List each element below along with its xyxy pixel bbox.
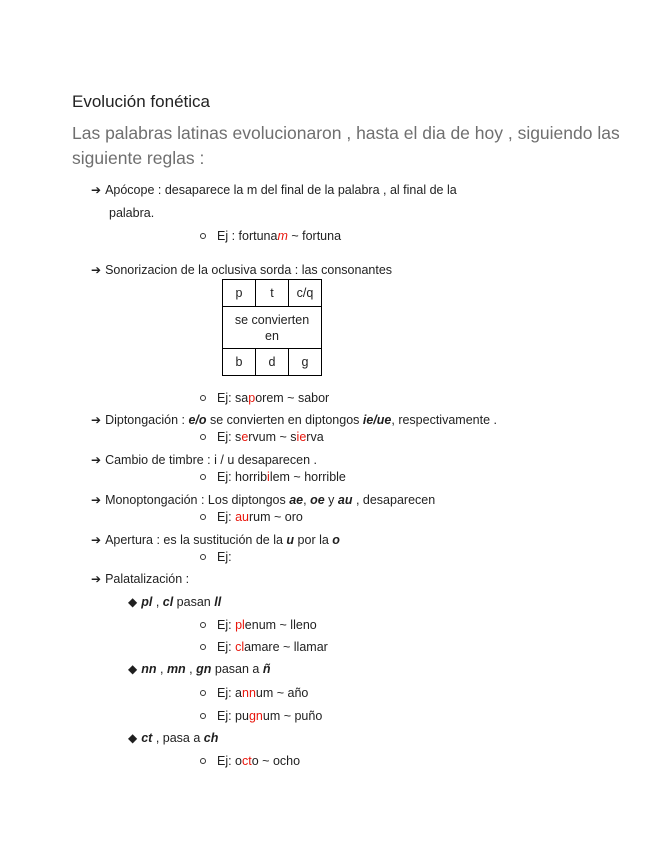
right-arrow-icon: ➔ — [91, 533, 102, 547]
rule-palatalizacion: ➔ Palatalización : — [91, 572, 190, 586]
example-annum: Ej: annum ~ año — [200, 686, 308, 700]
table-cell: b — [223, 349, 256, 376]
hollow-circle-bullet-icon — [200, 514, 206, 520]
diamond-bullet-icon: ◆ — [128, 731, 138, 745]
page-title: Evolución fonética — [72, 92, 210, 111]
table-cell: t — [256, 280, 289, 307]
hollow-circle-bullet-icon — [200, 644, 206, 650]
hollow-circle-bullet-icon — [200, 622, 206, 628]
table-cell: g — [289, 349, 322, 376]
hollow-circle-bullet-icon — [200, 713, 206, 719]
example-clamare: Ej: clamare ~ llamar — [200, 640, 328, 654]
example-cambio-timbre: Ej: horribilem ~ horrible — [200, 470, 346, 484]
hollow-circle-bullet-icon — [200, 690, 206, 696]
palatalizacion-group-nn-mn-gn: ◆ nn , mn , gn pasan a ñ — [128, 662, 271, 676]
example-octo: Ej: octo ~ ocho — [200, 754, 300, 768]
diamond-bullet-icon: ◆ — [128, 662, 138, 676]
right-arrow-icon: ➔ — [91, 263, 102, 277]
example-pugnum: Ej: pugnum ~ puño — [200, 709, 322, 723]
palatalizacion-group-pl-cl: ◆ pl , cl pasan ll — [128, 595, 222, 609]
table-cell: p — [223, 280, 256, 307]
right-arrow-icon: ➔ — [91, 493, 102, 507]
hollow-circle-bullet-icon — [200, 758, 206, 764]
rule-cambio-timbre: ➔ Cambio de timbre : i / u desaparecen . — [91, 453, 317, 467]
rule-apertura: ➔ Apertura : es la sustitución de la u por la o — [91, 533, 340, 547]
rule-sonorizacion: ➔ Sonorizacion de la oclusiva sorda : las consonantes — [91, 263, 393, 277]
example-diptongacion: Ej: servum ~ sierva — [200, 430, 324, 444]
right-arrow-icon: ➔ — [91, 572, 102, 586]
rule-apocope: ➔ Apócope : desaparece la m del final de la palabra , al final de la — [91, 183, 457, 197]
consonant-conversion-table — [222, 279, 322, 376]
rule-apocope-continued: palabra. — [109, 206, 155, 220]
hollow-circle-bullet-icon — [200, 554, 206, 560]
palatalizacion-group-ct: ◆ ct , pasa a ch — [128, 731, 219, 745]
rule-monoptongacion: ➔ Monoptongación : Los diptongos ae, oe y au , desaparecen — [91, 493, 436, 507]
example-sonorizacion: Ej: saporem ~ sabor — [200, 391, 329, 405]
hollow-circle-bullet-icon — [200, 233, 206, 239]
right-arrow-icon: ➔ — [91, 453, 102, 467]
right-arrow-icon: ➔ — [91, 183, 102, 197]
example-monoptongacion: Ej: aurum ~ oro — [200, 510, 303, 524]
table-cell-merged: se convierten en — [223, 307, 322, 349]
hollow-circle-bullet-icon — [200, 434, 206, 440]
right-arrow-icon: ➔ — [91, 413, 102, 427]
table-cell: d — [256, 349, 289, 376]
diamond-bullet-icon: ◆ — [128, 595, 138, 609]
example-apocope: Ej : fortunam ~ fortuna — [200, 229, 341, 243]
rule-diptongacion: ➔ Diptongación : e/o se convierten en diptongos ie/ue, respectivamente . — [91, 413, 497, 427]
hollow-circle-bullet-icon — [200, 474, 206, 480]
table-cell: c/q — [289, 280, 322, 307]
example-apertura: Ej: — [200, 550, 232, 564]
example-plenum: Ej: plenum ~ lleno — [200, 618, 317, 632]
hollow-circle-bullet-icon — [200, 395, 206, 401]
page-subtitle: Las palabras latinas evolucionaron , hasta el dia de hoy , siguiendo las siguiente reglas : — [72, 123, 620, 168]
